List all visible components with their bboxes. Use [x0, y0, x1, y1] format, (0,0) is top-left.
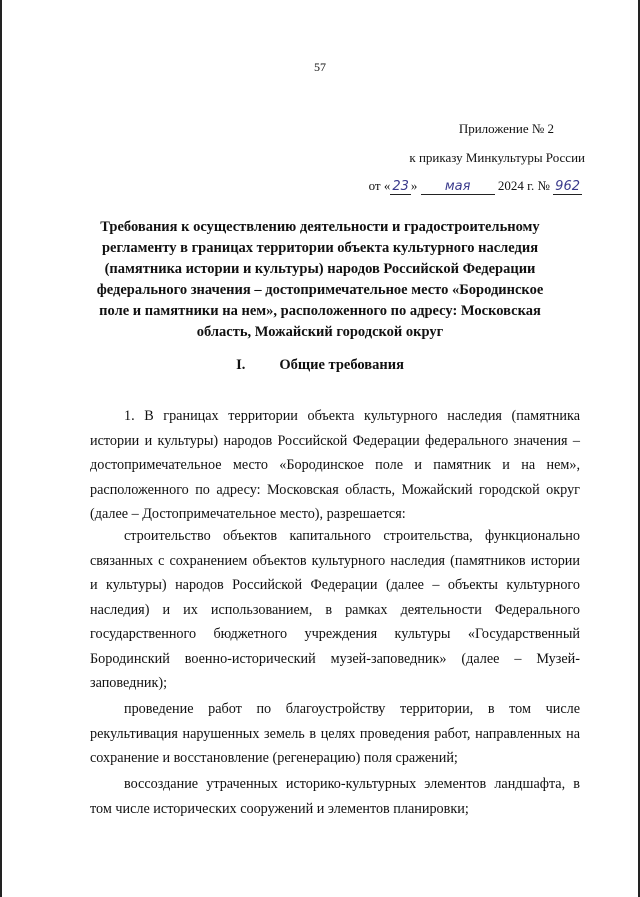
annex-date-line: [369, 178, 582, 195]
section-number: I.: [236, 357, 246, 373]
annex-label: Приложение № 2: [458, 121, 554, 136]
date-prefix: от «: [368, 178, 391, 193]
paragraph-3: проведение работ по благоустройству территории, в том числе рекультивация нарушенных земель в целях проведения работ, направленных на сохранение и восстановление (регенерацию) поля сражений;: [90, 701, 580, 766]
page-number: 57: [314, 60, 326, 74]
paragraph-4: воссоздание утраченных историко-культурных элементов ландшафта, в том числе исторических сооружений и элементов планировки;: [90, 776, 580, 817]
date-day-close: »: [410, 178, 418, 193]
section-title: Общие требования: [279, 357, 404, 373]
section-heading: [0, 357, 640, 374]
annex-order-reference: к приказу Минкультуры России: [409, 150, 585, 165]
document-title: Требования к осуществлению деятельности и градостроительному регламенту в границах территории объекта культурного наследия (памятника истории и культуры) народов Российской Федерации федерального значения – достопримечательное место «Бородинское поле и памятники на нем», расположенного по адресу: Московская область, Можайский городской округ: [96, 219, 544, 340]
handwritten-day: 23: [392, 179, 409, 194]
handwritten-month: мая: [421, 179, 495, 195]
handwritten-order-number: 962: [555, 179, 580, 194]
scan-edge-left: [0, 0, 2, 897]
date-year-number-label: 2024 г. №: [497, 178, 550, 193]
paragraph-2: строительство объектов капитального строительства, функционально связанных с сохранением объектов культурного наследия (памятников истории и культуры) народов Российской Федерации (далее – объекты культурного наследия) и их использованием, в рамках деятельности Федерального государственного бюджетного учреждения культуры «Государственный Бородинский военно-исторический музей-заповедник» (далее – Музей-заповедник);: [90, 528, 580, 691]
paragraph-1: 1. В границах территории объекта культурного наследия (памятника истории и культуры) народов Российской Федерации федерального значения – достопримечательное место «Бородинское поле и памятник и на нем», расположенного по адресу: Московская область, Можайский городской округ (далее – Достопримечательное место), разрешается:: [90, 408, 580, 522]
